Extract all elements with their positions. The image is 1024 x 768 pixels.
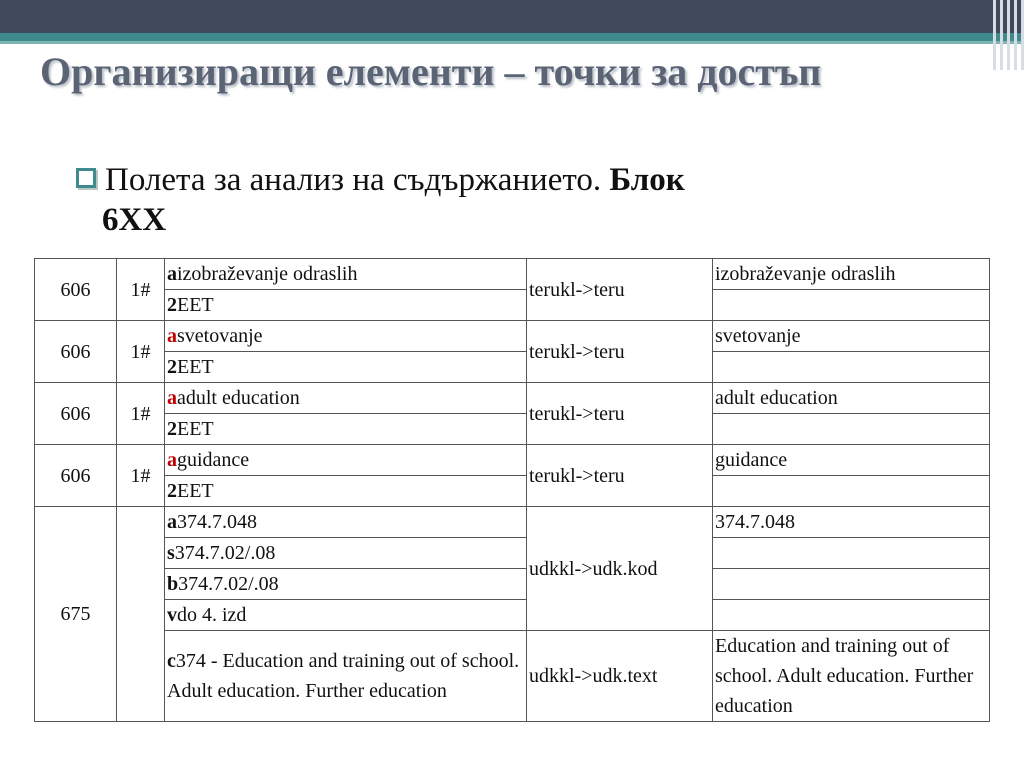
subfield-value: EET [177,480,214,502]
mapping-cell: udkkl->udk.text [527,631,713,722]
result-cell [713,538,990,569]
subfield-code: a [167,449,177,471]
subfield-value: EET [177,294,214,316]
table-row [35,321,990,352]
table-row [35,383,990,414]
accent-stripe-light [0,41,1024,44]
result-cell [713,476,990,507]
subfield-cell [165,569,527,600]
table-row [35,352,990,383]
subfield-value: 374.7.02/.08 [174,542,276,564]
table-row [35,414,990,445]
subfield-code: 2 [167,294,177,316]
field-tag: 675 [35,507,117,722]
subfield-cell [165,321,527,352]
subfield-value: adult education [177,387,300,409]
field-tag: 606 [35,383,117,445]
result-cell: 374.7.048 [713,507,990,538]
slide-title: Организиращи елементи – точки за достъп [40,49,822,94]
subfield-cell [165,414,527,445]
bullet-point [76,160,956,240]
bullet-strong-label: Блок [609,162,685,198]
result-cell: adult education [713,383,990,414]
field-indicator: 1# [117,259,165,321]
result-cell [713,569,990,600]
result-cell: svetovanje [713,321,990,352]
subfield-value: EET [177,418,214,440]
subfield-value: svetovanje [177,325,263,347]
subfield-cell [165,445,527,476]
subfield-cell [165,538,527,569]
field-indicator: 1# [117,445,165,507]
subfield-value: 374.7.02/.08 [178,573,279,595]
result-cell [713,414,990,445]
subfield-value: izobraževanje odraslih [177,263,358,285]
bullet-text: Полета за анализ на съдържанието. [105,162,602,198]
decorative-stripes [990,0,1024,70]
field-indicator [117,507,165,722]
result-cell: Education and training out of school. Adult education. Further education [713,631,990,722]
subfield-value: guidance [177,449,250,471]
subfield-cell [165,383,527,414]
subfield-cell [165,631,527,722]
result-cell [713,352,990,383]
table-row [35,631,990,722]
result-cell: guidance [713,445,990,476]
table-row [35,600,990,631]
marc-field-table [34,258,990,722]
result-cell [713,600,990,631]
subfield-cell [165,290,527,321]
accent-stripe [0,33,1024,41]
subfield-code: s [167,542,175,564]
subfield-value: 374.7.048 [177,511,257,533]
subfield-code: b [167,573,179,595]
subfield-code: c [167,650,176,672]
subfield-cell [165,476,527,507]
mapping-cell: udkkl->udk.kod [527,507,713,631]
subfield-cell [165,507,527,538]
result-cell: izobraževanje odraslih [713,259,990,290]
bullet-block-code: 6XX [102,202,167,238]
subfield-value: EET [177,356,214,378]
subfield-code: a [167,325,177,347]
field-tag: 606 [35,445,117,507]
subfield-code: a [167,263,177,285]
field-tag: 606 [35,321,117,383]
field-indicator: 1# [117,321,165,383]
subfield-code: 2 [167,356,177,378]
mapping-cell: terukl->teru [527,259,713,321]
field-tag: 606 [35,259,117,321]
subfield-cell [165,259,527,290]
subfield-value: do 4. izd [177,604,247,626]
subfield-code: a [167,387,177,409]
mapping-cell: terukl->teru [527,445,713,507]
subfield-cell [165,600,527,631]
table-row [35,445,990,476]
table-row [35,507,990,538]
mapping-cell: terukl->teru [527,321,713,383]
subfield-cell [165,352,527,383]
top-header-bar [0,0,1024,33]
table-row [35,569,990,600]
table-row [35,259,990,290]
result-cell [713,290,990,321]
field-indicator: 1# [117,383,165,445]
table-row [35,476,990,507]
checkbox-bullet-icon [76,168,96,188]
subfield-code: 2 [167,480,177,502]
subfield-code: v [167,604,177,626]
subfield-value: 374 - Education and training out of school. Adult education. Further education [167,650,520,702]
mapping-cell: terukl->teru [527,383,713,445]
subfield-code: 2 [167,418,177,440]
subfield-code: a [167,511,177,533]
table-row [35,290,990,321]
table-row [35,538,990,569]
